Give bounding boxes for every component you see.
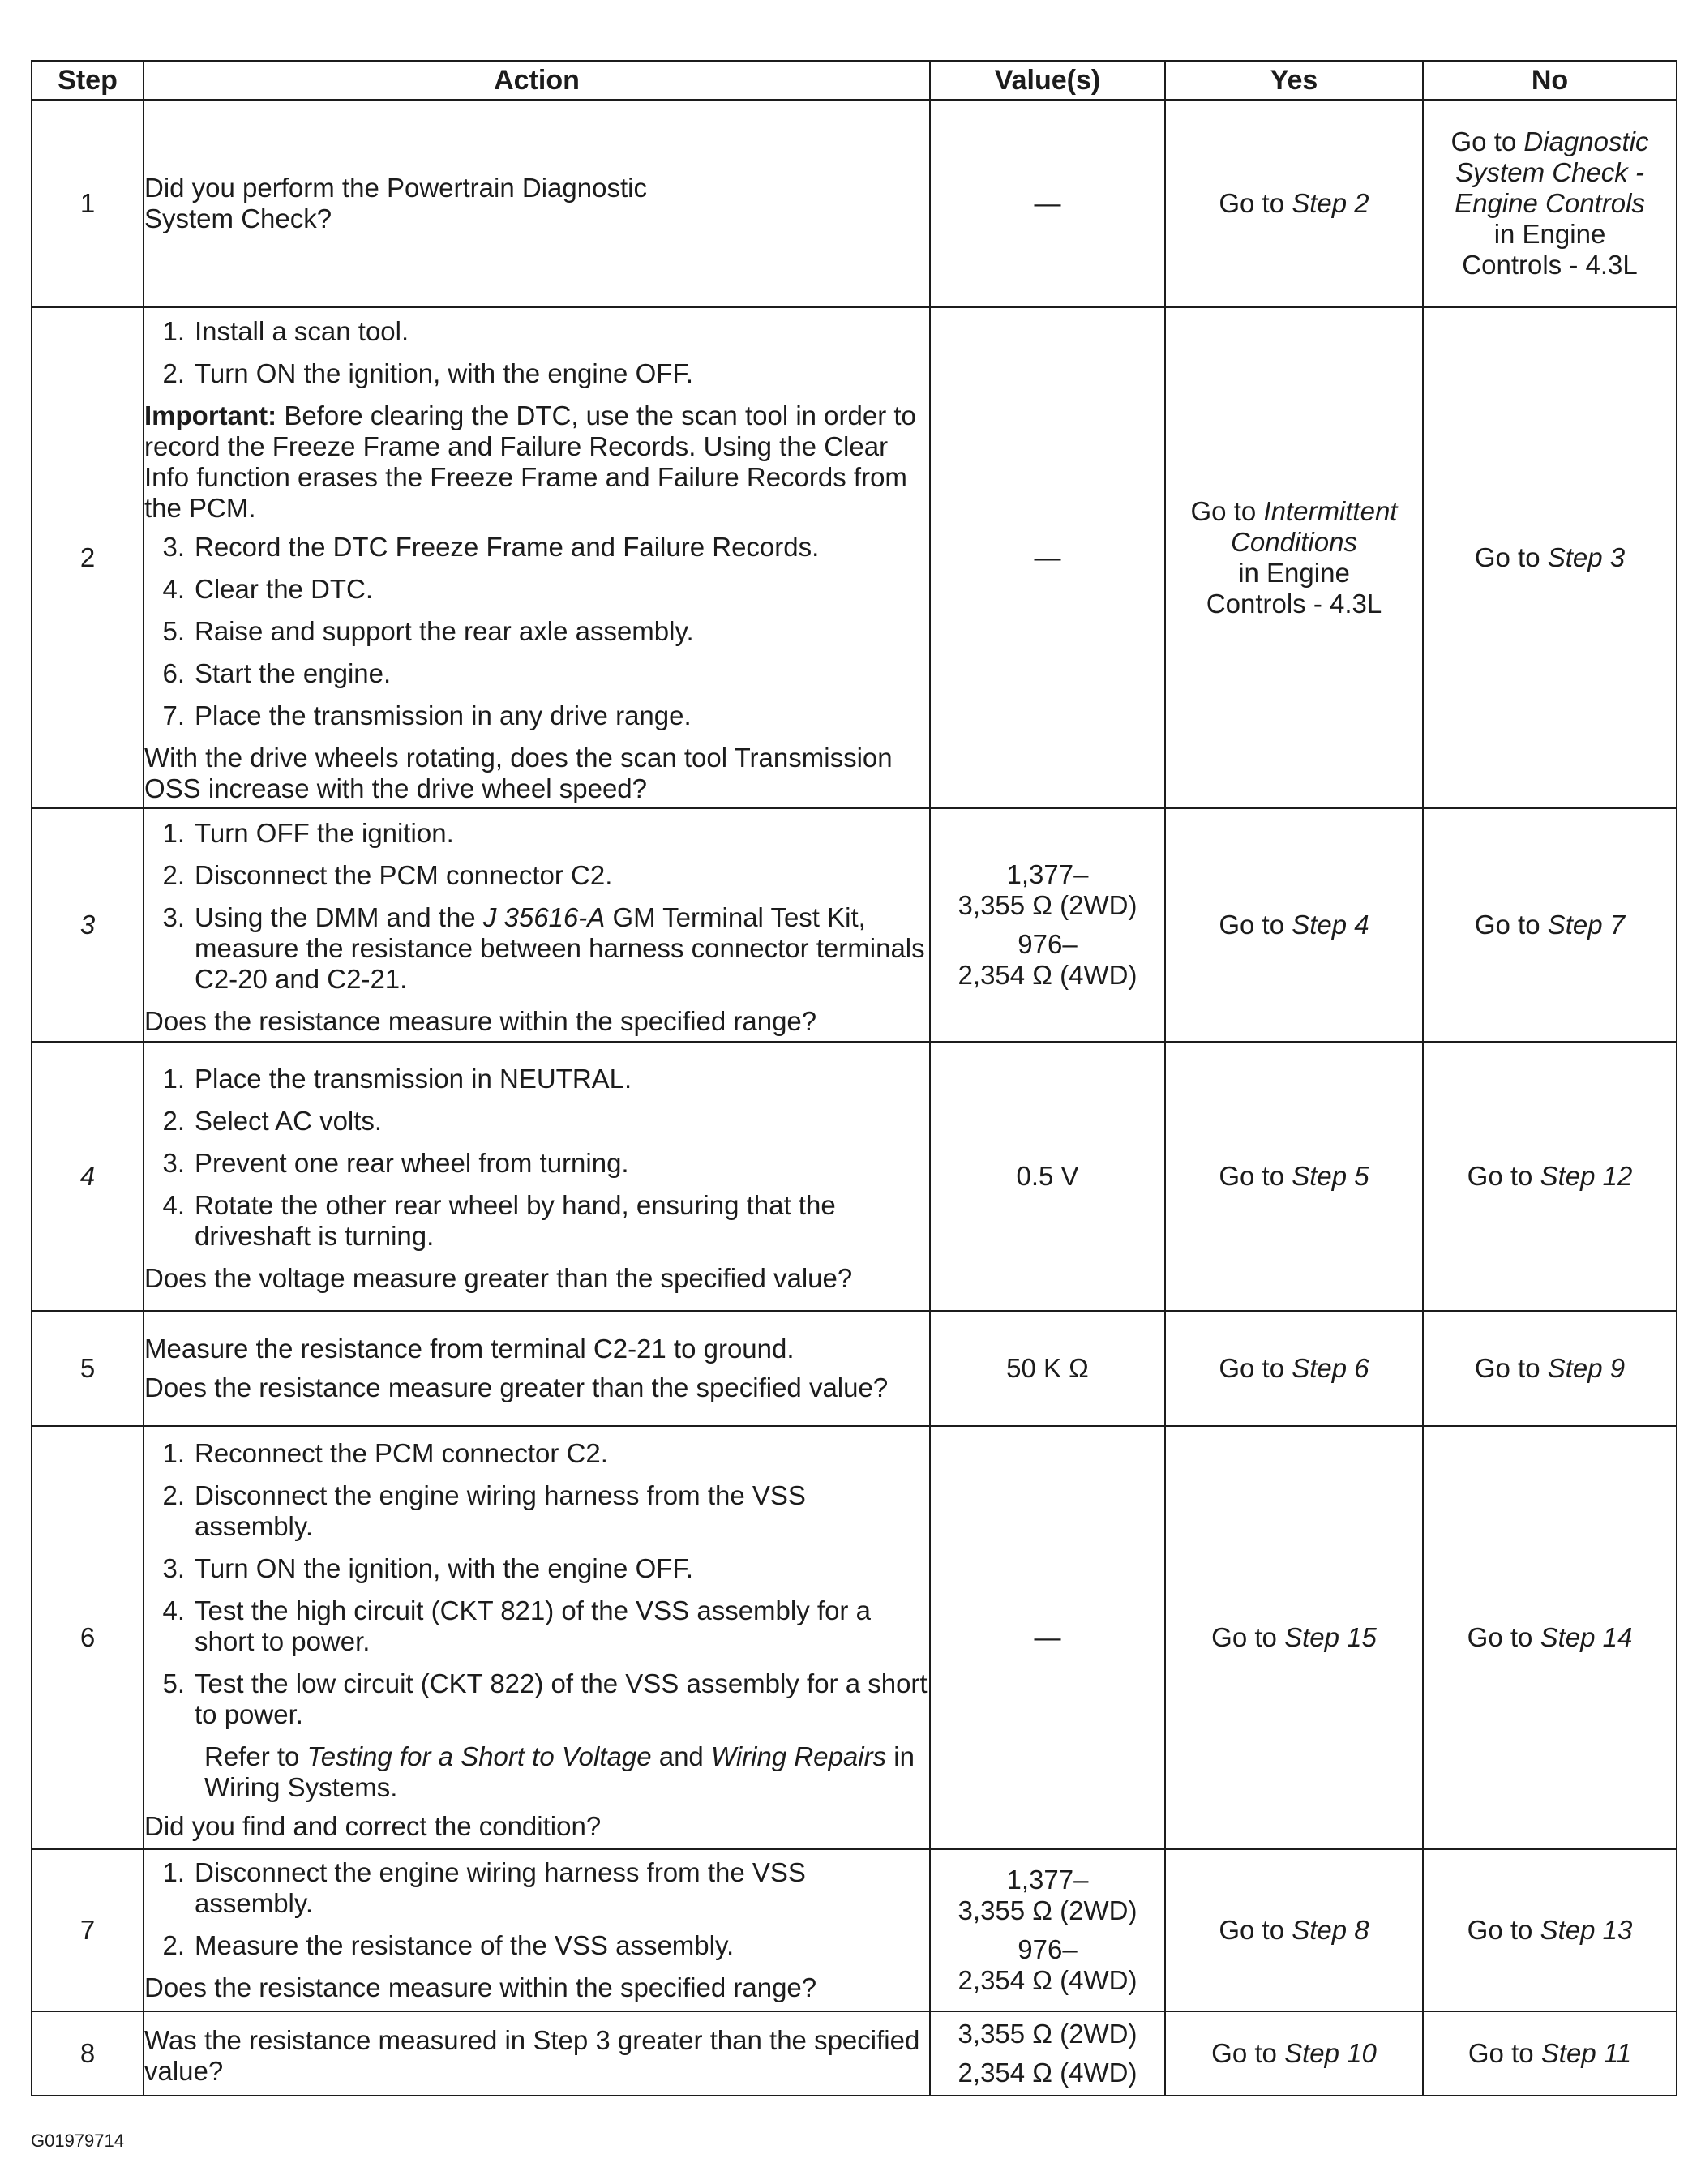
value-cell: —: [930, 100, 1165, 307]
list-item: [144, 1930, 929, 1961]
yes-text: in Engine: [1238, 558, 1350, 588]
question-text: Does the resistance measure within the specified range?: [144, 1972, 817, 2002]
no-text: in Engine: [1493, 219, 1606, 249]
no-cell: [1423, 100, 1677, 307]
yes-prefix: Go to: [1219, 1915, 1292, 1945]
yes-prefix: Go to: [1219, 1353, 1292, 1383]
value-cell: [930, 1849, 1165, 2011]
step-number: 1: [32, 100, 144, 307]
list-text: Turn ON the ignition, with the engine OFF.: [195, 358, 694, 388]
list-item: [144, 818, 929, 849]
value-text: 3,355 Ω (2WD): [958, 2019, 1138, 2049]
list-number: 6.: [162, 658, 185, 688]
list-number: 3.: [162, 902, 185, 932]
list-text: GM Terminal Test Kit, measure the resistance between harness connector terminals C2-20 and C2-21.: [195, 902, 925, 994]
yes-cell: [1165, 307, 1423, 808]
yes-cell: [1165, 100, 1423, 307]
header-yes: Yes: [1165, 61, 1423, 100]
no-cell: [1423, 1042, 1677, 1311]
question-text: Does the voltage measure greater than the specified value?: [144, 1263, 853, 1293]
step-number: 4: [32, 1042, 144, 1311]
list-text: Disconnect the PCM connector C2.: [195, 860, 613, 890]
list-text: Test the high circuit (CKT 821) of the VSS assembly for a short to power.: [195, 1595, 871, 1656]
list-text: Clear the DTC.: [195, 574, 374, 604]
action-cell: [144, 1426, 930, 1849]
list-number: 1.: [162, 818, 185, 848]
diagnostic-table: [31, 60, 1677, 2096]
header-values: Value(s): [930, 61, 1165, 100]
yes-prefix: Go to: [1211, 2038, 1285, 2068]
list-number: 7.: [162, 700, 185, 730]
list-item: [144, 1190, 929, 1252]
list-number: 1.: [162, 1064, 185, 1094]
value-cell: —: [930, 1426, 1165, 1849]
list-text: Select AC volts.: [195, 1106, 383, 1136]
action-cell: [144, 307, 930, 808]
step-link[interactable]: Step 4: [1292, 910, 1369, 940]
doc-link[interactable]: Conditions: [1231, 527, 1357, 557]
no-prefix: Go to: [1450, 126, 1524, 156]
list-item: [144, 658, 929, 689]
value-text: 1,377–: [1006, 859, 1089, 889]
step-link[interactable]: Step 12: [1540, 1161, 1633, 1191]
doc-link[interactable]: Engine Controls: [1455, 188, 1645, 218]
question-text: Did you find and correct the condition?: [144, 1811, 602, 1841]
list-item: [144, 860, 929, 891]
list-number: 3.: [162, 1553, 185, 1583]
list-number: 4.: [162, 1595, 185, 1625]
value-text: 976–: [1018, 929, 1078, 959]
list-text: Place the transmission in any drive range.: [195, 700, 692, 730]
list-item: [144, 1106, 929, 1137]
list-item: [144, 1857, 929, 1919]
value-text: 3,355 Ω (2WD): [958, 1895, 1138, 1925]
yes-prefix: Go to: [1219, 1161, 1292, 1191]
action-cell: [144, 100, 930, 307]
value-text: 2,354 Ω (4WD): [958, 2058, 1138, 2088]
list-number: 2.: [162, 1930, 185, 1960]
list-text: Reconnect the PCM connector C2.: [195, 1438, 608, 1468]
table-row: [32, 1849, 1677, 2011]
value-cell: 0.5 V: [930, 1042, 1165, 1311]
doc-link[interactable]: System Check -: [1455, 157, 1644, 187]
step-number: 3: [32, 808, 144, 1042]
list-text: Rotate the other rear wheel by hand, ensuring that the driveshaft is turning.: [195, 1190, 836, 1251]
list-number: 3.: [162, 532, 185, 562]
list-item: [144, 1668, 929, 1730]
table-row: [32, 1426, 1677, 1849]
action-text: System Check?: [144, 203, 332, 233]
list-item: [144, 1480, 929, 1542]
doc-link[interactable]: Diagnostic: [1523, 126, 1649, 156]
no-cell: [1423, 1426, 1677, 1849]
action-cell: [144, 808, 930, 1042]
question-text: Was the resistance measured in Step 3 greater than the specified value?: [144, 2025, 920, 2086]
yes-cell: [1165, 1042, 1423, 1311]
action-cell: [144, 2011, 930, 2096]
yes-cell: [1165, 1311, 1423, 1426]
figure-id: G01979714: [31, 2130, 124, 2151]
yes-text: Controls - 4.3L: [1206, 589, 1382, 619]
value-text: 976–: [1018, 1934, 1078, 1964]
no-cell: [1423, 808, 1677, 1042]
header-no: No: [1423, 61, 1677, 100]
list-text: Start the engine.: [195, 658, 392, 688]
table-row: [32, 1311, 1677, 1426]
header-action: Action: [144, 61, 930, 100]
list-number: 4.: [162, 574, 185, 604]
value-cell: —: [930, 307, 1165, 808]
action-text: Measure the resistance from terminal C2-21 to ground.: [144, 1334, 795, 1364]
no-prefix: Go to: [1467, 2038, 1541, 2068]
list-text: Turn ON the ignition, with the engine OFF.: [195, 1553, 694, 1583]
yes-cell: [1165, 1849, 1423, 2011]
list-item: [144, 902, 929, 995]
no-prefix: Go to: [1474, 910, 1548, 940]
list-item: [144, 1148, 929, 1179]
value-text: 1,377–: [1006, 1865, 1089, 1895]
list-text: Disconnect the engine wiring harness from the VSS assembly.: [195, 1480, 806, 1541]
list-text: Raise and support the rear axle assembly.: [195, 616, 694, 646]
no-cell: [1423, 1311, 1677, 1426]
no-prefix: Go to: [1474, 542, 1548, 572]
list-number: 2.: [162, 1480, 185, 1510]
value-cell: [930, 2011, 1165, 2096]
table-row: [32, 307, 1677, 808]
step-link[interactable]: Step 9: [1547, 1353, 1626, 1383]
table-row: [32, 2011, 1677, 2096]
list-item: [144, 1595, 929, 1657]
table-row: [32, 1042, 1677, 1311]
yes-prefix: Go to: [1219, 910, 1292, 940]
step-link[interactable]: Step 3: [1547, 542, 1626, 572]
refer-text: Refer to: [204, 1741, 307, 1771]
value-text: 2,354 Ω (4WD): [958, 960, 1138, 990]
list-item: [144, 358, 929, 389]
refer-text: and: [651, 1741, 711, 1771]
step-link[interactable]: Step 8: [1292, 1915, 1369, 1945]
step-number: 2: [32, 307, 144, 808]
refer-text: in Wiring Systems.: [204, 1741, 915, 1802]
question-text: Does the resistance measure greater than the specified value?: [144, 1372, 889, 1402]
list-text: Measure the resistance of the VSS assembly.: [195, 1930, 735, 1960]
no-prefix: Go to: [1467, 1622, 1540, 1652]
question-text: Does the resistance measure within the specified range?: [144, 1006, 817, 1036]
list-number: 4.: [162, 1190, 185, 1220]
question-text: With the drive wheels rotating, does the scan tool Transmission OSS increase with the drive wheel speed?: [144, 743, 893, 803]
yes-prefix: Go to: [1211, 1622, 1285, 1652]
list-text: Install a scan tool.: [195, 316, 409, 346]
value-cell: 50 K Ω: [930, 1311, 1165, 1426]
list-number: 1.: [162, 316, 185, 346]
step-link[interactable]: Step 7: [1547, 910, 1626, 940]
table-row: [32, 808, 1677, 1042]
no-cell: [1423, 307, 1677, 808]
value-cell: [930, 808, 1165, 1042]
action-cell: [144, 1042, 930, 1311]
step-link[interactable]: Step 14: [1540, 1622, 1633, 1652]
no-text: Controls - 4.3L: [1462, 250, 1638, 280]
yes-cell: [1165, 808, 1423, 1042]
list-text: Disconnect the engine wiring harness from the VSS assembly.: [195, 1857, 806, 1918]
no-cell: [1423, 2011, 1677, 2096]
yes-prefix: Go to: [1219, 188, 1292, 218]
step-link[interactable]: Step 5: [1292, 1161, 1369, 1191]
list-item: [144, 616, 929, 647]
list-text: Record the DTC Freeze Frame and Failure Records.: [195, 532, 820, 562]
step-link[interactable]: Step 10: [1284, 2038, 1377, 2068]
no-cell: [1423, 1849, 1677, 2011]
list-number: 1.: [162, 1857, 185, 1887]
list-item: [144, 532, 929, 563]
action-text: Did you perform the Powertrain Diagnostic: [144, 173, 647, 203]
list-text: Test the low circuit (CKT 822) of the VSS assembly for a short to power.: [195, 1668, 928, 1729]
no-prefix: Go to: [1467, 1915, 1540, 1945]
action-cell: [144, 1849, 930, 2011]
list-text: Prevent one rear wheel from turning.: [195, 1148, 629, 1178]
step-number: 7: [32, 1849, 144, 2011]
refer-note: [144, 1741, 929, 1803]
yes-cell: [1165, 1426, 1423, 1849]
list-number: 1.: [162, 1438, 185, 1468]
list-number: 3.: [162, 1148, 185, 1178]
step-number: 6: [32, 1426, 144, 1849]
list-item: [144, 1064, 929, 1094]
list-number: 2.: [162, 358, 185, 388]
list-number: 5.: [162, 1668, 185, 1698]
step-link[interactable]: Step 11: [1540, 2038, 1632, 2068]
yes-cell: [1165, 2011, 1423, 2096]
list-text: Turn OFF the ignition.: [195, 818, 454, 848]
action-cell: [144, 1311, 930, 1426]
list-text: Using the DMM and the: [195, 902, 483, 932]
step-link[interactable]: Step 2: [1292, 188, 1369, 218]
step-number: 5: [32, 1311, 144, 1426]
table-row: [32, 100, 1677, 307]
no-prefix: Go to: [1467, 1161, 1540, 1191]
step-link[interactable]: Step 13: [1540, 1915, 1633, 1945]
list-item: [144, 1553, 929, 1584]
doc-link[interactable]: Wiring Repairs: [710, 1741, 887, 1771]
list-number: 2.: [162, 1106, 185, 1136]
step-link[interactable]: Step 15: [1284, 1622, 1377, 1652]
list-number: 5.: [162, 616, 185, 646]
doc-link[interactable]: Testing for a Short to Voltage: [306, 1741, 652, 1771]
no-prefix: Go to: [1474, 1353, 1548, 1383]
step-number: 8: [32, 2011, 144, 2096]
list-text: Place the transmission in NEUTRAL.: [195, 1064, 632, 1094]
value-text: 2,354 Ω (4WD): [958, 1965, 1138, 1995]
header-step: Step: [32, 61, 144, 100]
important-text: Before clearing the DTC, use the scan tool in order to record the Freeze Frame and Failure Records. Using the Clear Info function erases the Freeze Frame and Failure Records from the PCM.: [144, 400, 916, 523]
header-row: [32, 61, 1677, 100]
value-text: 3,355 Ω (2WD): [958, 890, 1138, 920]
step-link[interactable]: Step 6: [1292, 1353, 1369, 1383]
doc-link[interactable]: Intermittent: [1263, 496, 1398, 526]
list-number: 2.: [162, 860, 185, 890]
tool-name: J 35616-A: [482, 902, 606, 932]
list-item: [144, 316, 929, 347]
list-item: [144, 1438, 929, 1469]
list-item: [144, 700, 929, 731]
important-note: [144, 400, 929, 524]
yes-prefix: Go to: [1190, 496, 1264, 526]
important-label: Important:: [144, 400, 277, 430]
list-item: [144, 574, 929, 605]
